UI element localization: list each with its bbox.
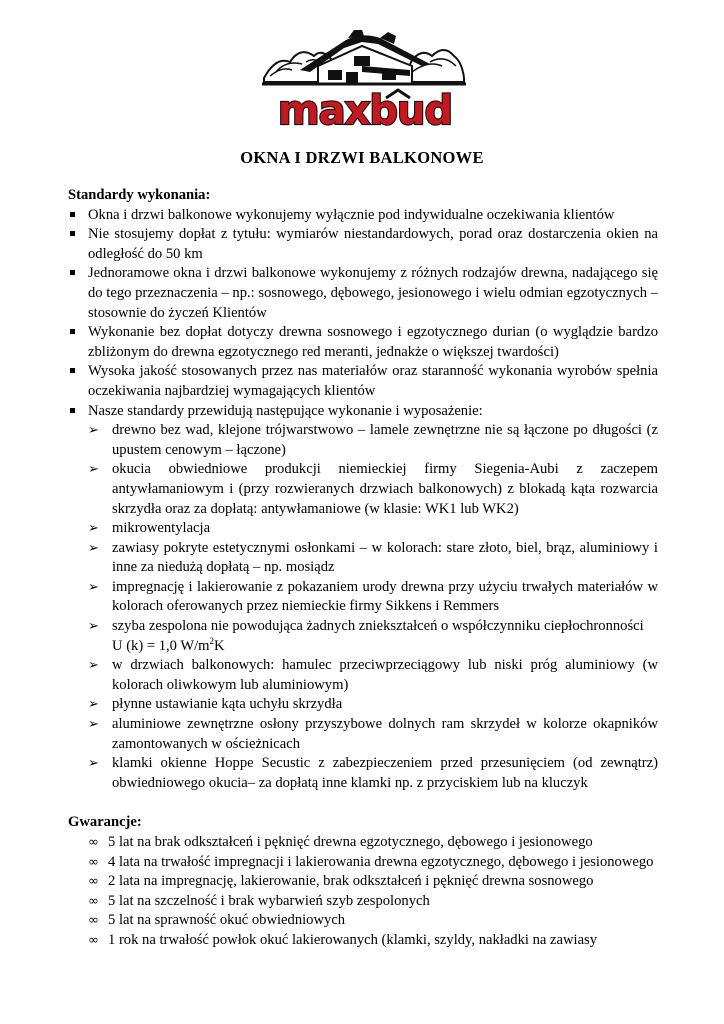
infinity-bullet-icon: ∞ xyxy=(88,913,99,929)
infinity-bullet-icon: ∞ xyxy=(88,893,99,909)
sub-list-item: ➢ aluminiowe zewnętrzne osłony przyszybowe dolnych ram skrzydeł w kolorze okapników zamontowanych w ościeżnicach xyxy=(88,716,658,752)
standards-heading: Standardy wykonania: xyxy=(68,187,211,203)
brand-text: maxbud xyxy=(277,88,453,132)
sub-list-item: ➢ zawiasy pokryte estetycznymi osłonkami – w kolorach: stare złoto, biel, brąz, aluminiowy i inne za niedużą dopłatą – np. mosiądz xyxy=(88,539,658,576)
infinity-bullet-icon: ∞ xyxy=(88,932,99,948)
list-item: Nie stosujemy dopłat z tytułu: wymiarów niestandardowych, porad oraz dostarczenia okien na odległość do 50 km xyxy=(68,225,658,264)
warranty-item: ∞ 2 lata na impregnację, lakierowanie, brak odkształceń i pęknięć drewna sosnowego xyxy=(88,872,658,892)
page-title: OKNA I DRZWI BALKONOWE xyxy=(240,148,484,167)
warranty-heading: Gwarancje: xyxy=(68,814,142,831)
sub-list-item: ➢ mikrowentylacja xyxy=(88,519,658,539)
list-item: Nasze standardy przewidują następujące wykonanie i wyposażenie: xyxy=(68,402,658,422)
list-item: Wykonanie bez dopłat dotyczy drewna sosnowego i egzotycznego durian (o wyglądzie bardzo zbliżonym do drewna egzotycznego red meranti, jednakże o większej twardości) xyxy=(68,323,658,362)
list-item: Okna i drzwi balkonowe wykonujemy wyłącznie pod indywidualne oczekiwania klientów xyxy=(68,206,658,226)
standards-list xyxy=(68,206,658,422)
arrow-bullet-icon: ➢ xyxy=(88,717,99,733)
infinity-bullet-icon: ∞ xyxy=(88,835,99,850)
warranty-item: ∞ 5 lat na szczelność i brak wybarwień szyb zespolonych xyxy=(88,892,658,912)
list-item: Jednoramowe okna i drzwi balkonowe wykonujemy z różnych rodzajów drewna, nadającego się do tego przeznaczenia – np.: sosnowego, dębowego, jesionowego i wielu odmian egzotycznych – stosownie do życzeń Klientów xyxy=(68,264,658,323)
arrow-bullet-icon: ➢ xyxy=(88,462,99,478)
equipment-list xyxy=(88,421,658,793)
arrow-bullet-icon: ➢ xyxy=(88,579,99,595)
sub-list-item: ➢ drewno bez wad, klejone trójwarstwowo – lamele zewnętrzne nie są łączone po długości (z upustem cenowym – łączone) xyxy=(88,422,658,458)
sub-list-item: ➢ w drzwiach balkonowych: hamulec przeciwprzeciągowy lub niski próg aluminiowy (w kolorach oliwkowym lub aluminiowym) xyxy=(88,657,658,693)
house-logo-icon xyxy=(262,26,466,90)
list-item: Wysoka jakość stosowanych przez nas materiałów oraz staranność wykonania wyrobów spełnia oczekiwania najbardziej wymagających klientów xyxy=(68,362,658,401)
sub-list-item: ➢ okucia obwiedniowe produkcji niemieckiej firmy Siegenia-Aubi z zaczepem antywłamaniowym i (przy rozwieranych drzwiach balkonowych) z blokadą kąta rozwarcia skrzydła oraz za dopłatą: antywłamaniowe (w klasie: WK1 lub WK2) xyxy=(88,461,658,517)
arrow-bullet-icon: ➢ xyxy=(88,658,99,674)
warranty-list xyxy=(88,833,658,951)
document-body xyxy=(68,186,658,951)
sub-list-item: ➢ impregnację i lakierowanie z pokazaniem urody drewna przy użyciu trwałych materiałów w kolorach oferowanych przez niemieckie firmy Sikkens i Remmers xyxy=(88,578,658,615)
maxbud-wordmark xyxy=(270,88,460,132)
sub-list-item: ➢ klamki okienne Hoppe Secustic z zabezpieczeniem przed przesunięciem (od zewnątrz) obwiedniowego okucia– za dopłatą inne klamki np. z przyciskiem lub na kluczyk xyxy=(88,755,658,791)
warranty-item: ∞ 5 lat na sprawność okuć obwiedniowych xyxy=(88,911,658,931)
sub-list-item: ➢ płynne ustawianie kąta uchyłu skrzydła xyxy=(88,695,658,715)
sub-list-item: ➢ szyba zespolona nie powodująca żadnych zniekształceń o współczynniku ciepłochronności U (k) = 1,0 $W/m^2K$ xyxy=(88,618,644,654)
arrow-bullet-icon: ➢ xyxy=(88,756,99,772)
arrow-bullet-icon: ➢ xyxy=(88,540,99,556)
warranty-item: ∞ 5 lat na brak odkształceń i pęknięć drewna egzotycznego, dębowego i jesionowego xyxy=(88,833,658,853)
warranty-item: ∞ 4 lata na trwałość impregnacji i lakierowania drewna egzotycznego, dębowego i jesionowego xyxy=(88,853,658,873)
warranty-item: ∞ 1 rok na trwałość powłok okuć lakierowanych (klamki, szyldy, nakładki na zawiasy xyxy=(88,931,658,951)
arrow-bullet-icon: ➢ xyxy=(88,423,99,439)
u-value: U (k) = 1,0 $W/m^2K$ xyxy=(112,635,225,654)
arrow-bullet-icon: ➢ xyxy=(88,619,99,635)
arrow-bullet-icon: ➢ xyxy=(88,521,99,537)
infinity-bullet-icon: ∞ xyxy=(88,874,99,890)
infinity-bullet-icon: ∞ xyxy=(88,854,99,870)
arrow-bullet-icon: ➢ xyxy=(88,697,99,713)
